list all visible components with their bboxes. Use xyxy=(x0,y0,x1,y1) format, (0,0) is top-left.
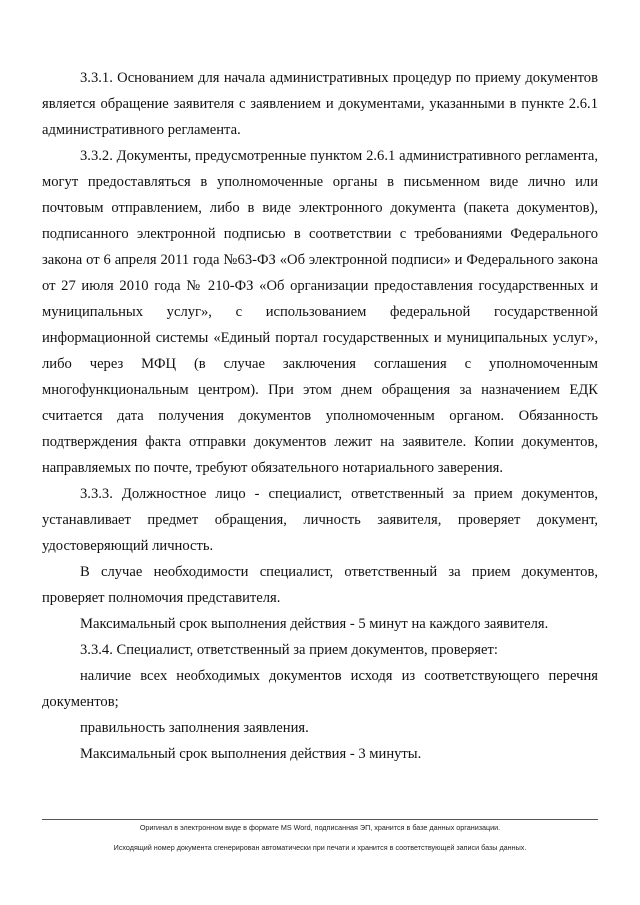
paragraph-3-3-4: 3.3.4. Специалист, ответственный за прием документов, проверяет: xyxy=(80,642,498,658)
footer-original-note: Оригинал в электронном виде в формате MS Word, подписанная ЭП, хранится в базе данных организации. xyxy=(139,823,501,832)
paragraph-representative-check: В случае необходимости специалист, ответственный за прием документов, проверяет полномочия представителя. xyxy=(42,564,598,606)
paragraph-3-3-3: 3.3.3. Должностное лицо - специалист, ответственный за прием документов, устанавливает предмет обращения, личность заявителя, проверяет документ, удостоверяющий личность. xyxy=(42,486,598,554)
paragraph-documents-presence: наличие всех необходимых документов исходя из соответствующего перечня документов; xyxy=(42,668,598,710)
footer-divider xyxy=(42,819,598,820)
footer-outgoing-number-note: Исходящий номер документа сгенерирован автоматически при печати и хранится в соответствующей записи базы данных. xyxy=(113,843,527,852)
paragraph-max-time-5-min: Максимальный срок выполнения действия - 5 минут на каждого заявителя. xyxy=(80,616,549,632)
paragraph-3-3-2: 3.3.2. Документы, предусмотренные пунктом 2.6.1 административного регламента, могут предоставляться в уполномоченные органы в письменном виде лично или почтовым отправлением, либо в виде электронного документа (пакета документов), подписанного электронной подписью в соответствии с требованиями Федерального закона от 6 апреля 2011 года №63-ФЗ «Об электронной подписи» и Федерального закона от 27 июля 2010 года № 210-ФЗ «Об организации предоставления государственных и муниципальных услуг», с использованием федеральной государственной информационной системы «Единый портал государственных и муниципальных услуг», либо через МФЦ (в случае заключения соглашения с уполномоченным многофункциональным центром). При этом днем обращения за назначением ЕДК считается дата получения документов уполномоченным органом. Обязанность подтверждения факта отправки документов лежит на заявителе. Копии документов, направляемых по почте, требуют обязательного нотариального заверения. xyxy=(42,148,598,476)
paragraph-3-3-1: 3.3.1. Основанием для начала административных процедур по приему документов является обращение заявителя с заявлением и документами, указанными в пункте 2.6.1 административного регламента. xyxy=(42,70,598,138)
paragraph-max-time-3-min: Максимальный срок выполнения действия - 3 минуты. xyxy=(80,746,422,762)
paragraph-application-correctness: правильность заполнения заявления. xyxy=(80,720,309,736)
document-body xyxy=(42,65,598,767)
